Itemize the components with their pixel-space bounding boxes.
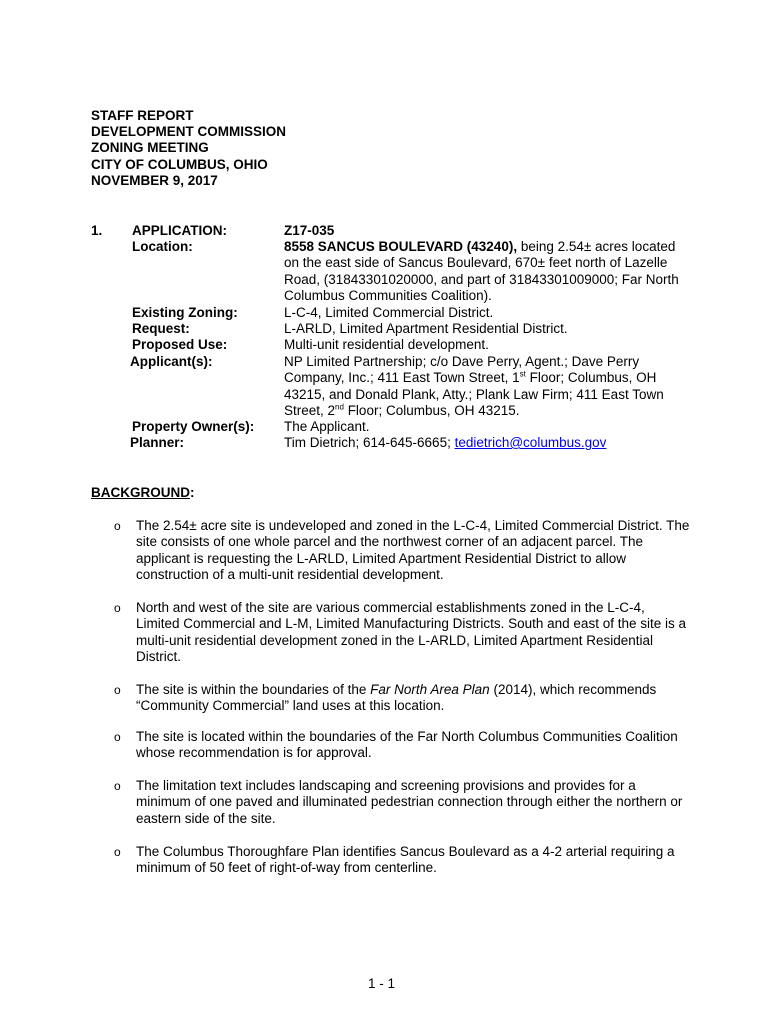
plan-title: Far North Area Plan bbox=[370, 682, 490, 697]
application-label: APPLICATION: bbox=[132, 223, 227, 238]
planner-value bbox=[284, 435, 694, 451]
bullet-3-text-pre: The site is within the boundaries of the bbox=[136, 682, 371, 697]
location-value bbox=[284, 239, 694, 304]
bullet-text: The site is located within the boundaries of the Far North Columbus Communities Coalition whose recommendation is for approval. bbox=[136, 729, 678, 761]
applicant-sup-2: nd bbox=[335, 402, 344, 412]
applicant-value bbox=[284, 354, 694, 419]
location-address: 8558 SANCUS BOULEVARD (43240), bbox=[284, 239, 518, 254]
background-heading-colon: : bbox=[190, 485, 195, 500]
page-number: 1 - 1 bbox=[368, 976, 396, 991]
applicant-text-2: Floor; Columbus, OH 43215, and Donald Plank, Atty.; Plank Law Firm; 411 East Town Street, 2 bbox=[284, 370, 664, 418]
bullet-marker: o bbox=[114, 601, 121, 615]
bullet-marker: o bbox=[114, 683, 121, 697]
location-description: being 2.54± acres located on the east side of Sancus Boulevard, 670± feet north of Lazelle Road, (31843301020000, and part of 31843301009000; Far North Columbus Communities Coalition). bbox=[284, 239, 679, 303]
header-line-1: STAFF REPORT bbox=[91, 108, 194, 123]
application-number: 1. bbox=[91, 223, 103, 238]
existing-zoning-label: Existing Zoning: bbox=[132, 305, 238, 320]
planner-label: Planner: bbox=[130, 435, 185, 450]
applicant-text-3: Floor; Columbus, OH 43215. bbox=[343, 402, 520, 418]
bullet-marker: o bbox=[114, 845, 121, 859]
proposed-use-value: Multi-unit residential development. bbox=[284, 337, 489, 352]
header-line-4: CITY OF COLUMBUS, OHIO bbox=[91, 156, 268, 172]
applicant-text-1: NP Limited Partnership; c/o Dave Perry, Agent.; Dave Perry Company, Inc.; 411 East Town Street, 1 bbox=[284, 354, 640, 386]
planner-email-link[interactable]: tedietrich@columbus.gov bbox=[454, 435, 607, 450]
header-line-2: DEVELOPMENT COMMISSION bbox=[91, 124, 287, 140]
planner-contact: Tim Dietrich; 614-645-6665; bbox=[284, 435, 455, 450]
bullet-marker: o bbox=[114, 730, 121, 744]
bullet-text: The 2.54± acre site is undeveloped and zoned in the L-C-4, Limited Commercial District. The site consists of one whole parcel and the northwest corner of an adjacent parcel. The applicant is requesting the L-ARLD, Limited Apartment Residential District to allow construction of a multi-unit residential development. bbox=[136, 518, 690, 582]
property-owner-label: Property Owner(s): bbox=[132, 419, 255, 434]
proposed-use-label: Proposed Use: bbox=[132, 337, 228, 352]
bullet-text: The Columbus Thoroughfare Plan identifies Sancus Boulevard as a 4-2 arterial requiring a minimum of 50 feet of right-of-way from centerline. bbox=[136, 844, 675, 876]
bullet-text bbox=[136, 682, 691, 715]
request-value: L-ARLD, Limited Apartment Residential District. bbox=[284, 321, 568, 336]
request-label: Request: bbox=[132, 321, 190, 336]
location-label: Location: bbox=[132, 239, 193, 254]
property-owner-value: The Applicant. bbox=[284, 419, 370, 434]
application-value: Z17-035 bbox=[284, 223, 335, 238]
bullet-marker: o bbox=[114, 779, 121, 793]
header-line-3: ZONING MEETING bbox=[91, 140, 209, 156]
bullet-3-text-post: (2014), which recommends “Community Commercial” land uses at this location. bbox=[136, 682, 657, 714]
applicant-label: Applicant(s): bbox=[130, 354, 213, 369]
bullet-text: The limitation text includes landscaping and screening provisions and provides for a minimum of one paved and illuminated pedestrian connection through either the northern or eastern side of the site. bbox=[136, 778, 683, 826]
header-line-5: NOVEMBER 9, 2017 bbox=[91, 172, 218, 188]
background-heading-text: BACKGROUND bbox=[91, 485, 190, 500]
existing-zoning-value: L-C-4, Limited Commercial District. bbox=[284, 305, 494, 320]
applicant-sup-1: st bbox=[519, 369, 526, 379]
report-header bbox=[91, 108, 286, 189]
bullet-marker: o bbox=[114, 519, 121, 533]
bullet-text: North and west of the site are various commercial establishments zoned in the L-C-4, Limited Commercial and L-M, Limited Manufacturing Districts. South and east of the site is a multi-unit residential development zoned in the L-ARLD, Limited Apartment Residential District. bbox=[136, 600, 686, 664]
background-heading bbox=[91, 485, 195, 500]
